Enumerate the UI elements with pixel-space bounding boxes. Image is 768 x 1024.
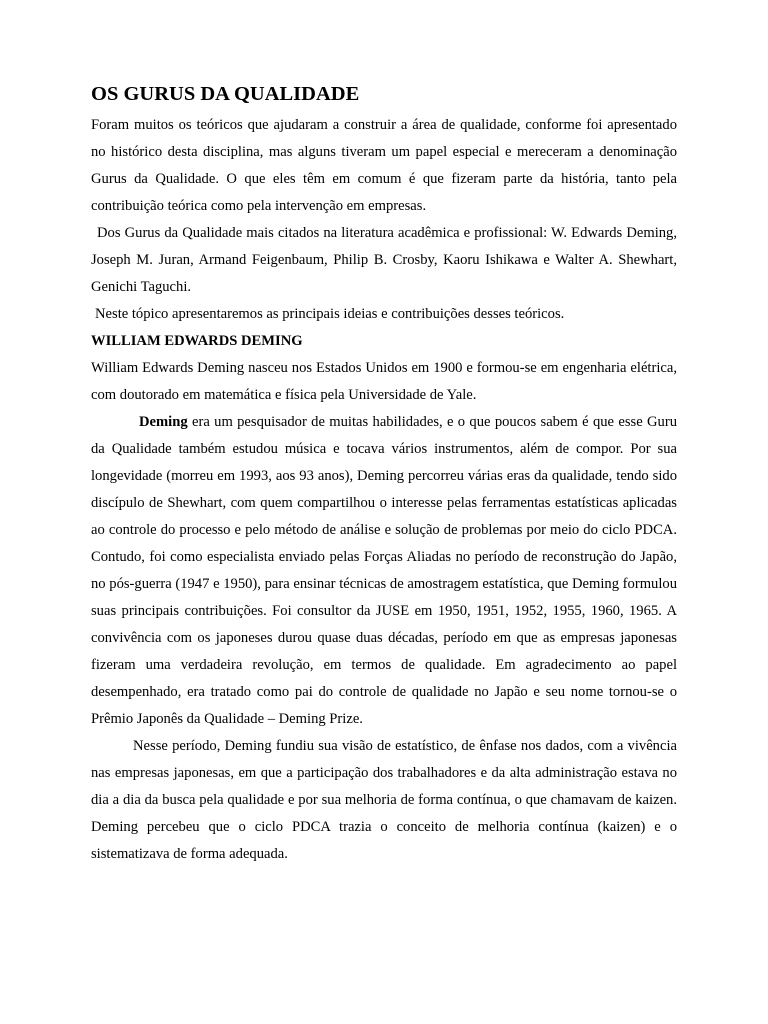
document-page (91, 80, 677, 868)
section-heading-deming: WILLIAM EDWARDS DEMING (91, 333, 303, 349)
deming-paragraph-1: William Edwards Deming nasceu nos Estados Unidos em 1900 e formou-se em engenharia elétrica, com doutorado em matemática e física pela Universidade de Yale. (91, 360, 677, 403)
page-title: OS GURUS DA QUALIDADE (91, 83, 360, 105)
deming-name-bold: Deming (139, 414, 188, 430)
intro-paragraph-3: Neste tópico apresentaremos as principais ideias e contribuições desses teóricos. (95, 306, 565, 322)
deming-paragraph-2 (91, 409, 677, 733)
intro-paragraph-2: Dos Gurus da Qualidade mais citados na literatura acadêmica e profissional: W. Edwards Deming, Joseph M. Juran, Armand Feigenbaum, Philip B. Crosby, Kaoru Ishikawa e Walter A. Shewhart, Genichi Taguchi. (91, 225, 677, 295)
intro-paragraph-1: Foram muitos os teóricos que ajudaram a construir a área de qualidade, conforme foi apresentado no histórico desta disciplina, mas alguns tiveram um papel especial e mereceram a denominação Gurus da Qualidade. O que eles têm em comum é que fizeram parte da história, tanto pela contribuição teórica como pela intervenção em empresas. (91, 117, 677, 214)
deming-paragraph-2-text: era um pesquisador de muitas habilidades, e o que poucos sabem é que esse Guru da Qualidade também estudou música e tocava vários instrumentos, além de compor. Por sua longevidade (morreu em 1993, aos 93 anos), Deming percorreu várias eras da qualidade, tendo sido discípulo de Shewhart, com quem compartilhou o interesse pelas ferramentas estatísticas aplicadas ao controle do processo e pelo método de análise e solução de problemas por meio do ciclo PDCA. Contudo, foi como especialista enviado pelas Forças Aliadas no período de reconstrução do Japão, no pós-guerra (1947 e 1950), para ensinar técnicas de amostragem estatística, que Deming formulou suas principais contribuições. Foi consultor da JUSE em 1950, 1951, 1952, 1955, 1960, 1965. A convivência com os japoneses durou quase duas décadas, período em que as empresas japonesas fizeram uma verdadeira revolução, em termos de qualidade. Em agradecimento ao papel desempenhado, era tratado como pai do controle de qualidade no Japão e seu nome tornou-se o Prêmio Japonês da Qualidade – Deming Prize. (91, 414, 677, 727)
deming-paragraph-3: Nesse período, Deming fundiu sua visão de estatístico, de ênfase nos dados, com a vivência nas empresas japonesas, em que a participação dos trabalhadores e da alta administração estava no dia a dia da busca pela qualidade e por sua melhoria de forma contínua, o que chamavam de kaizen. Deming percebeu que o ciclo PDCA trazia o conceito de melhoria contínua (kaizen) e o sistematizava de forma adequada. (91, 738, 677, 862)
